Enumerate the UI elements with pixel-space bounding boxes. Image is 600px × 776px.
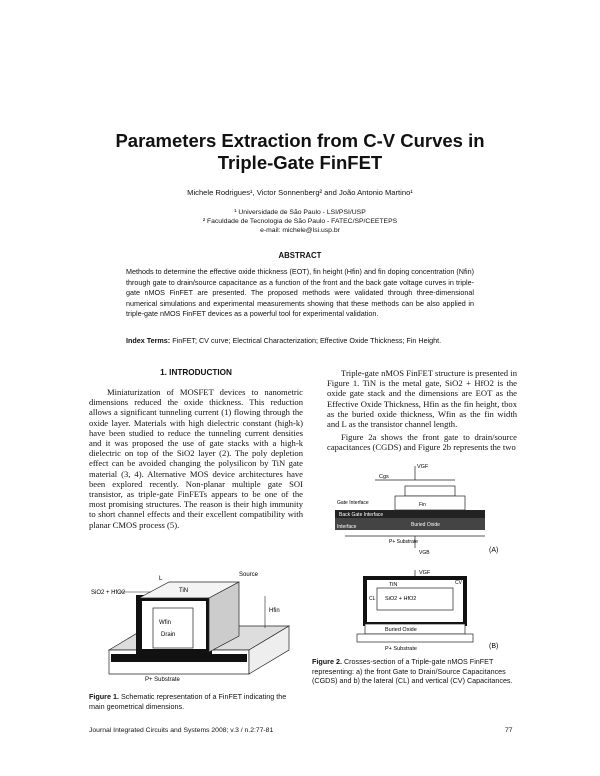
footer-page-number: 77 (505, 727, 513, 734)
abstract-heading: ABSTRACT (278, 251, 322, 260)
footer-journal: Journal Integrated Circuits and Systems 2008; v.3 / n.2:77-81 (89, 727, 274, 734)
figure-1-caption-text: Schematic representation of a FinFET indicating the main geometrical dimensions. (89, 692, 287, 711)
figure-1-diagram (89, 568, 305, 686)
fig2b-label-tin: TiN (389, 582, 398, 588)
intro-paragraph: Miniaturization of MOSFET devices to nanometric dimensions reduced the oxide thickness. This reduction allows a significant tunneling current (1) flowing through the oxide layer. Materials with high dielectric constant (high-k) have been studied to reduce the tunneling current densities and it was proposed the use of gate stacks with a high-k dielectric on top of the SiO2 layer (2). The poly depletion effect can be avoided changing the polysilicon by TiN gate material (3, 4). Alternative MOS device architectures have been explored recently. Non-planar multiple gate SOI transistor, as triple-gate FinFETs appears to be one of the most promising structures. The reason is their high immunity to short channel effects and their excellent compatibility with planar CMOS process (5). (89, 387, 303, 530)
fig1-label-l: L (159, 576, 163, 582)
figure-2-panel-b (357, 570, 498, 652)
fig1-label-source: Source (239, 572, 259, 578)
fig2b-label-vgf: VGF (419, 570, 431, 576)
affiliations (0, 209, 600, 235)
fig2a-label-interface: Interface (337, 524, 357, 530)
fig2a-label-panel: (A) (489, 547, 499, 554)
fig2a-label-backgate: Back Gate Interface (339, 512, 384, 518)
abstract-text: Methods to determine the effective oxide thickness (EOT), fin height (Hfin) and fin doping concentration (Nfin) through gate to drain/source capacitance as a function of the front and the back gate voltage curves in triple-gate nMOS FinFET are presented. The proposed methods were validated through three-dimensional numerical simulations and experimental measurements showing that these methods can be also applied in triple-gate nMOS FinFET devices as a powerful tool for experimental validation. (126, 267, 474, 319)
index-terms-text: FinFET; CV curve; Electrical Characterization; Effective Oxide Thickness; Fin Height. (172, 336, 442, 345)
fig2a-label-fin: Fin (419, 502, 426, 508)
fig1-label-buried: Buried Oxide (149, 663, 184, 669)
fig2b-label-substrate: P+ Substrate (385, 646, 417, 652)
email: e-mail: michele@lsi.usp.br (260, 226, 340, 234)
affiliation-1: ¹ Universidade de São Paulo - LSI/PSI/USP (234, 209, 366, 216)
fig1-label-sio2: SiO2 + HfO2 (91, 590, 126, 596)
fig2b-label-buried: Buried Oxide (385, 627, 417, 633)
fig1-label-drain: Drain (161, 632, 176, 638)
figure-2-diagram (335, 460, 515, 656)
title-line-1: Parameters Extraction from C-V Curves in (115, 130, 485, 151)
affiliation-2: ² Faculdade de Tecnologia de São Paulo - FATEC/SP/CEETEPS (202, 217, 398, 225)
fig2b-label-cl: CL (369, 596, 376, 602)
index-terms (126, 336, 486, 345)
fig1-label-psub: P+ Substrate (145, 677, 180, 683)
fig2a-label-vg: VGF (417, 464, 429, 470)
title-line-2: Triple-Gate FinFET (217, 152, 383, 173)
figure-2-caption-label: Figure 2. (312, 657, 342, 666)
fig1-label-wfin: Wfin (159, 620, 171, 626)
right-paragraph-2: Figure 2a shows the front gate to drain/source capacitances (CGDS) and Figure 2b represents the two (327, 432, 517, 453)
figure-1-caption-label: Figure 1. (89, 692, 119, 701)
section-heading-introduction: 1. INTRODUCTION (160, 368, 232, 377)
authors: Michele Rodrigues¹, Victor Sonnenberg² and João Antonio Martino¹ (187, 188, 413, 197)
fig2b-label-panel: (B) (489, 643, 499, 650)
fig2b-label-cv: CV (455, 580, 462, 586)
fig2a-label-gate: Gate Interface (337, 500, 369, 506)
fig1-label-hfin: Hfin (269, 608, 280, 614)
fig1-label-tin: TiN (179, 588, 189, 594)
right-paragraph-1: Triple-gate nMOS FinFET structure is presented in Figure 1. TiN is the metal gate, SiO2 + HfO2 is the oxide gate stack and the dimensions are EOT as the Effective Oxide Thickness, Hfin as the fin height, tbox as the buried oxide thickness, Wfin as the fin width and L as the transistor channel length. (327, 368, 517, 430)
figure-2-caption-text: Crosses-section of a Triple-gate nMOS FinFET representing: a) the front Gate to Drain/Source Capacitances (CGDS) and b) the lateral (CL) and vertical (CV) Capacitances. (312, 657, 513, 686)
figure-2-panel-a (335, 464, 498, 556)
figure-2-caption (312, 657, 518, 686)
fig2b-label-hfo: SiO2 + HfO2 (385, 596, 417, 602)
figure-1-caption (89, 692, 301, 711)
fig2a-label-buried: Buried Oxide (411, 522, 440, 528)
index-terms-label: Index Terms: (126, 336, 171, 345)
fig2a-label-vsub: VGB (419, 550, 430, 556)
paper-title (0, 130, 600, 174)
fig2a-label-cgs: Cgs (379, 474, 389, 480)
fig2a-label-substrate: P+ Substrate (389, 539, 419, 545)
